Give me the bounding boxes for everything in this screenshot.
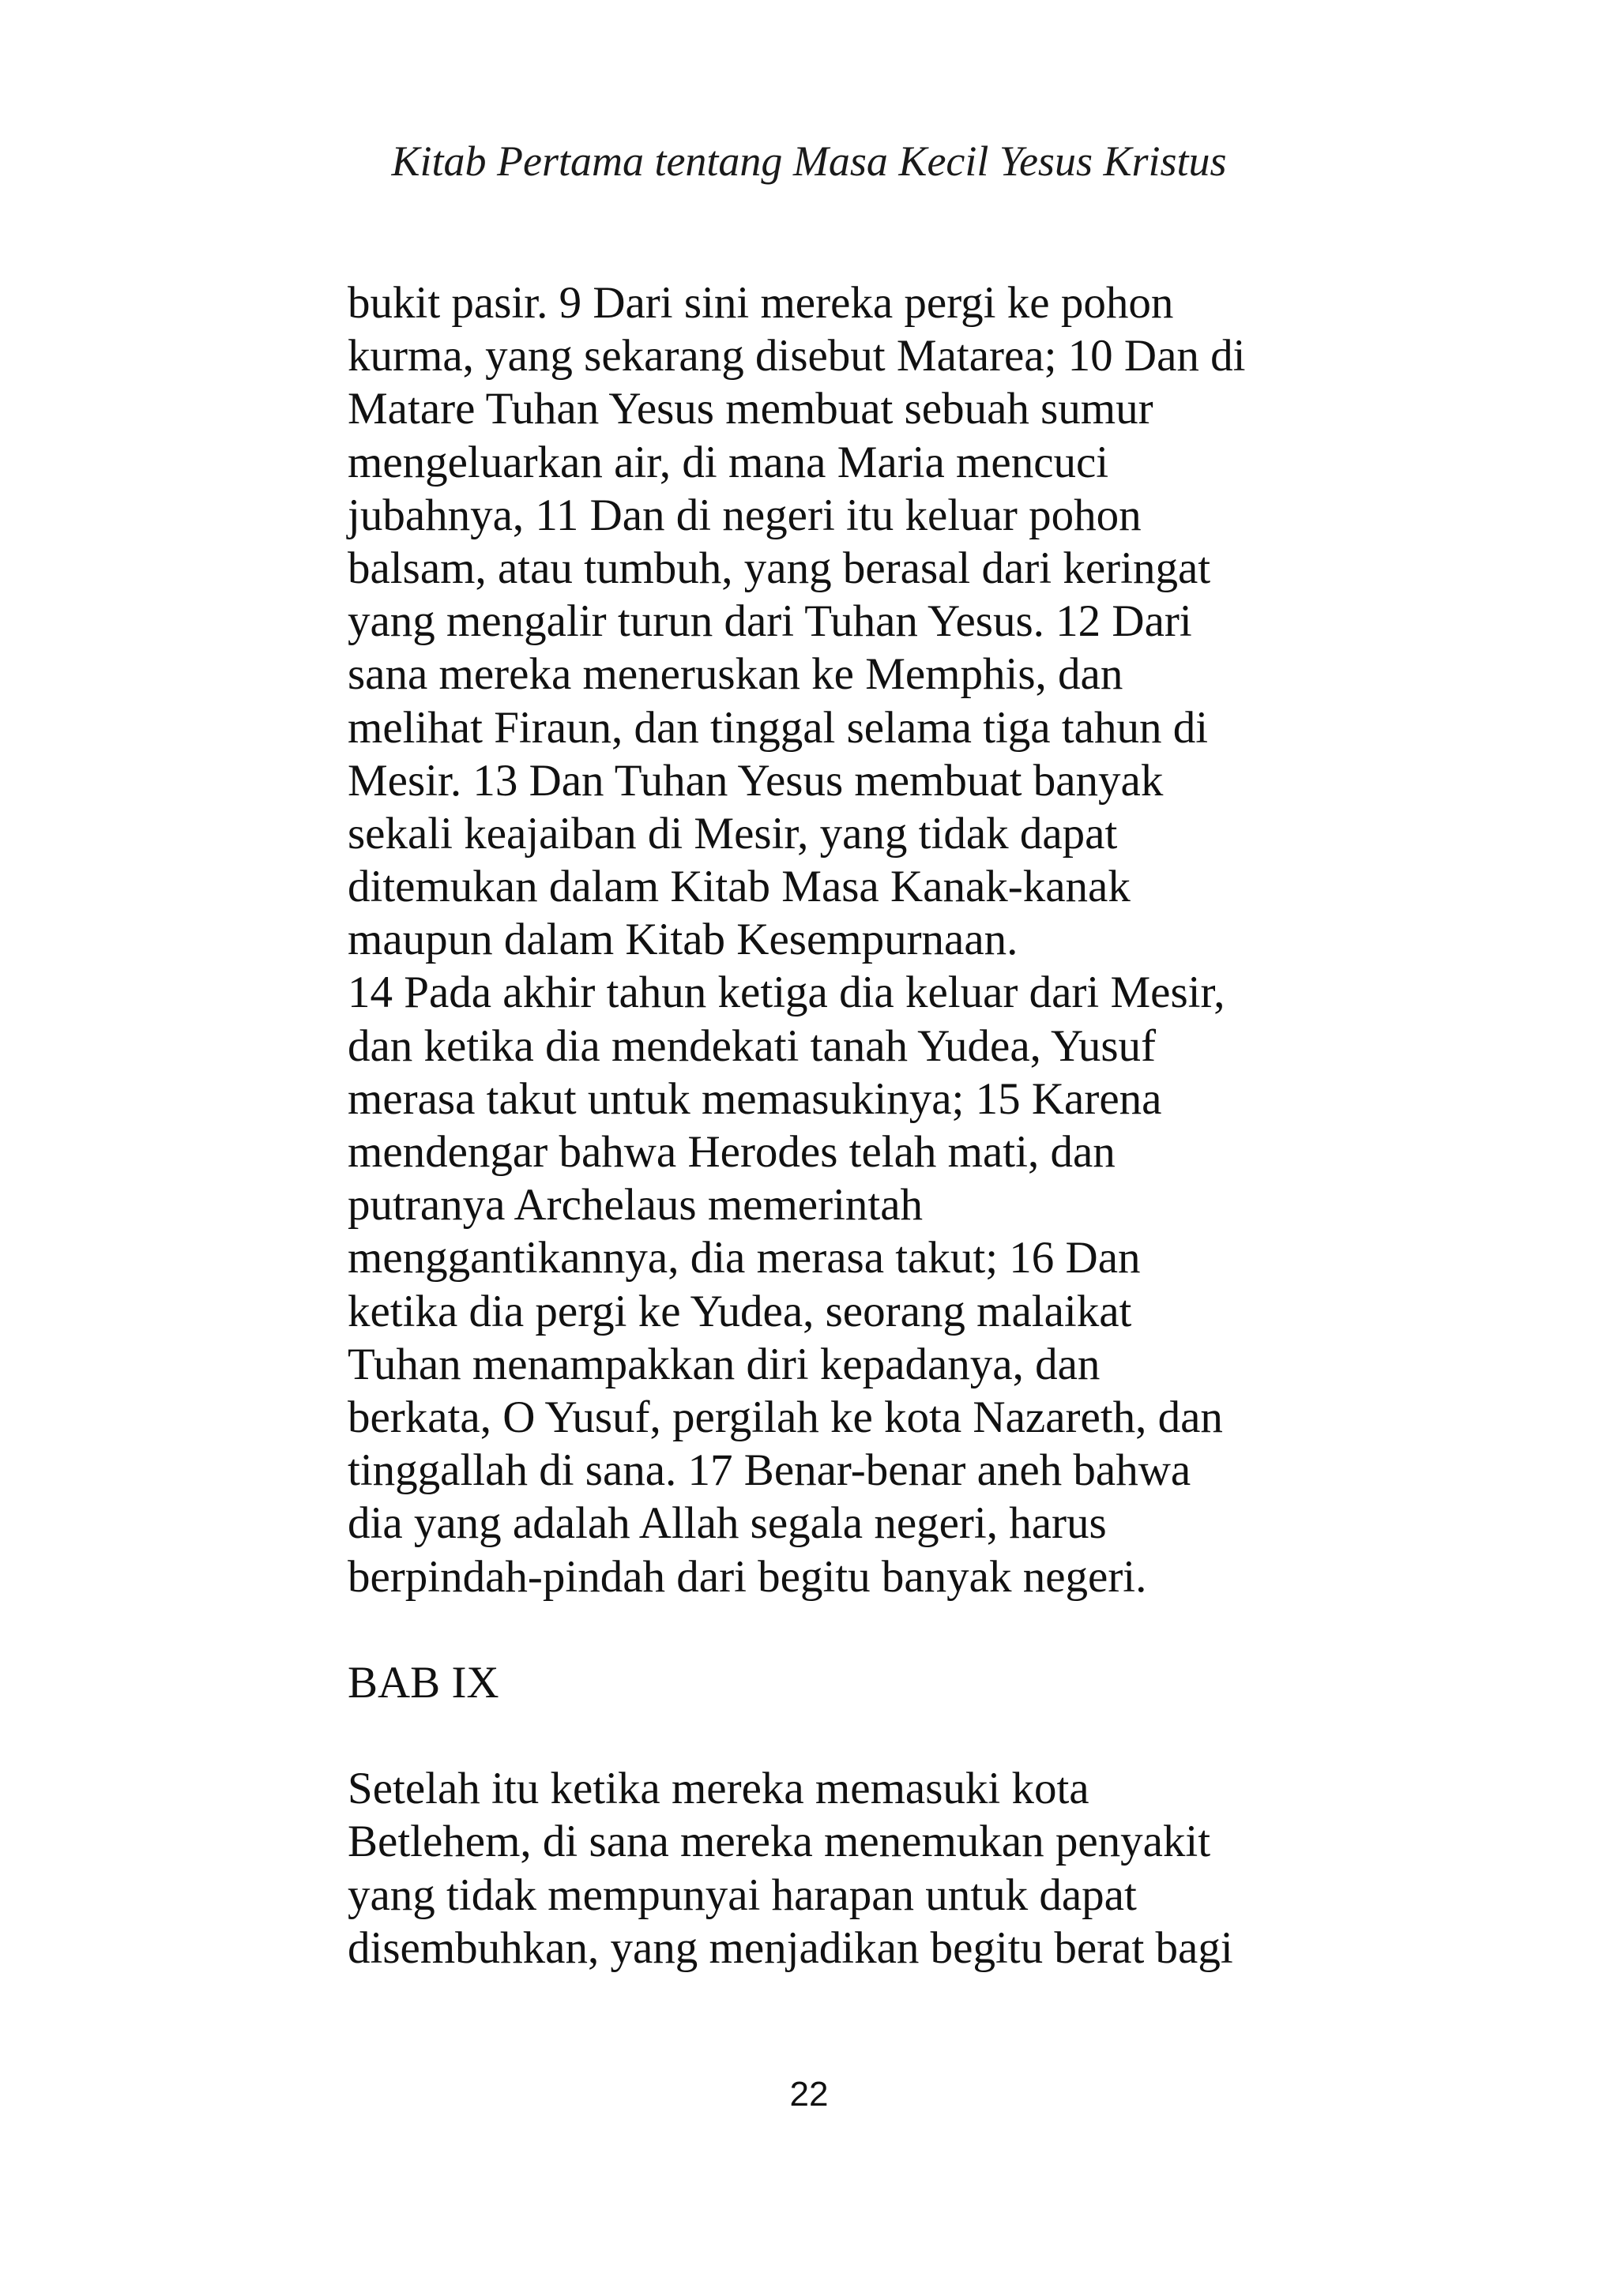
text-line: berpindah-pindah dari begitu banyak negeri. <box>348 1551 1147 1602</box>
paragraph-gap <box>348 1709 1343 1762</box>
text-line: mengeluarkan air, di mana Maria mencuci <box>348 437 1109 487</box>
text-line: dan ketika dia mendekati tanah Yudea, Yusuf <box>348 1020 1157 1071</box>
text-line: jubahnya, 11 Dan di negeri itu keluar pohon <box>348 490 1142 540</box>
text-line: menggantikannya, dia merasa takut; 16 Dan <box>348 1233 1141 1283</box>
text-line: Betlehem, di sana mereka menemukan penyakit <box>348 1817 1211 1867</box>
page-number: 22 <box>789 2075 829 2114</box>
text-line: sana mereka meneruskan ke Memphis, dan <box>348 649 1123 700</box>
text-line: ketika dia pergi ke Yudea, seorang malaikat <box>348 1286 1132 1336</box>
text-line: kurma, yang sekarang disebut Matarea; 10 Dan di <box>348 331 1246 381</box>
text-line: Mesir. 13 Dan Tuhan Yesus membuat banyak <box>348 755 1164 806</box>
text-line: melihat Firaun, dan tinggal selama tiga tahun di <box>348 702 1209 753</box>
text-line: Matare Tuhan Yesus membuat sebuah sumur <box>348 384 1153 434</box>
text-line: mendengar bahwa Herodes telah mati, dan <box>348 1127 1116 1177</box>
text-line: yang mengalir turun dari Tuhan Yesus. 12 Dari <box>348 596 1192 647</box>
text-line: berkata, O Yusuf, pergilah ke kota Nazareth, dan <box>348 1392 1223 1442</box>
text-line: ditemukan dalam Kitab Masa Kanak-kanak <box>348 862 1131 912</box>
text-line: 14 Pada akhir tahun ketiga dia keluar dari Mesir, <box>348 968 1225 1018</box>
text-line: balsam, atau tumbuh, yang berasal dari keringat <box>348 543 1211 593</box>
running-header: Kitab Pertama tentang Masa Kecil Yesus Kristus <box>391 137 1227 185</box>
text-line: sekali keajaiban di Mesir, yang tidak dapat <box>348 808 1118 859</box>
body-text <box>348 276 1343 1975</box>
text-line: Tuhan menampakkan diri kepadanya, dan <box>348 1339 1101 1389</box>
text-line: dia yang adalah Allah segala negeri, harus <box>348 1498 1107 1549</box>
chapter-heading: BAB IX <box>348 1657 499 1708</box>
paragraph-gap <box>348 1603 1343 1656</box>
text-line: putranya Archelaus memerintah <box>348 1180 924 1231</box>
text-line: Setelah itu ketika mereka memasuki kota <box>348 1764 1089 1814</box>
text-line: merasa takut untuk memasukinya; 15 Karena <box>348 1073 1162 1124</box>
text-line: disembuhkan, yang menjadikan begitu berat bagi <box>348 1922 1233 1973</box>
text-line: bukit pasir. 9 Dari sini mereka pergi ke pohon <box>348 278 1174 328</box>
text-line: tinggallah di sana. 17 Benar-benar aneh bahwa <box>348 1445 1191 1496</box>
text-line: yang tidak mempunyai harapan untuk dapat <box>348 1869 1137 1920</box>
text-line: maupun dalam Kitab Kesempurnaan. <box>348 915 1018 965</box>
